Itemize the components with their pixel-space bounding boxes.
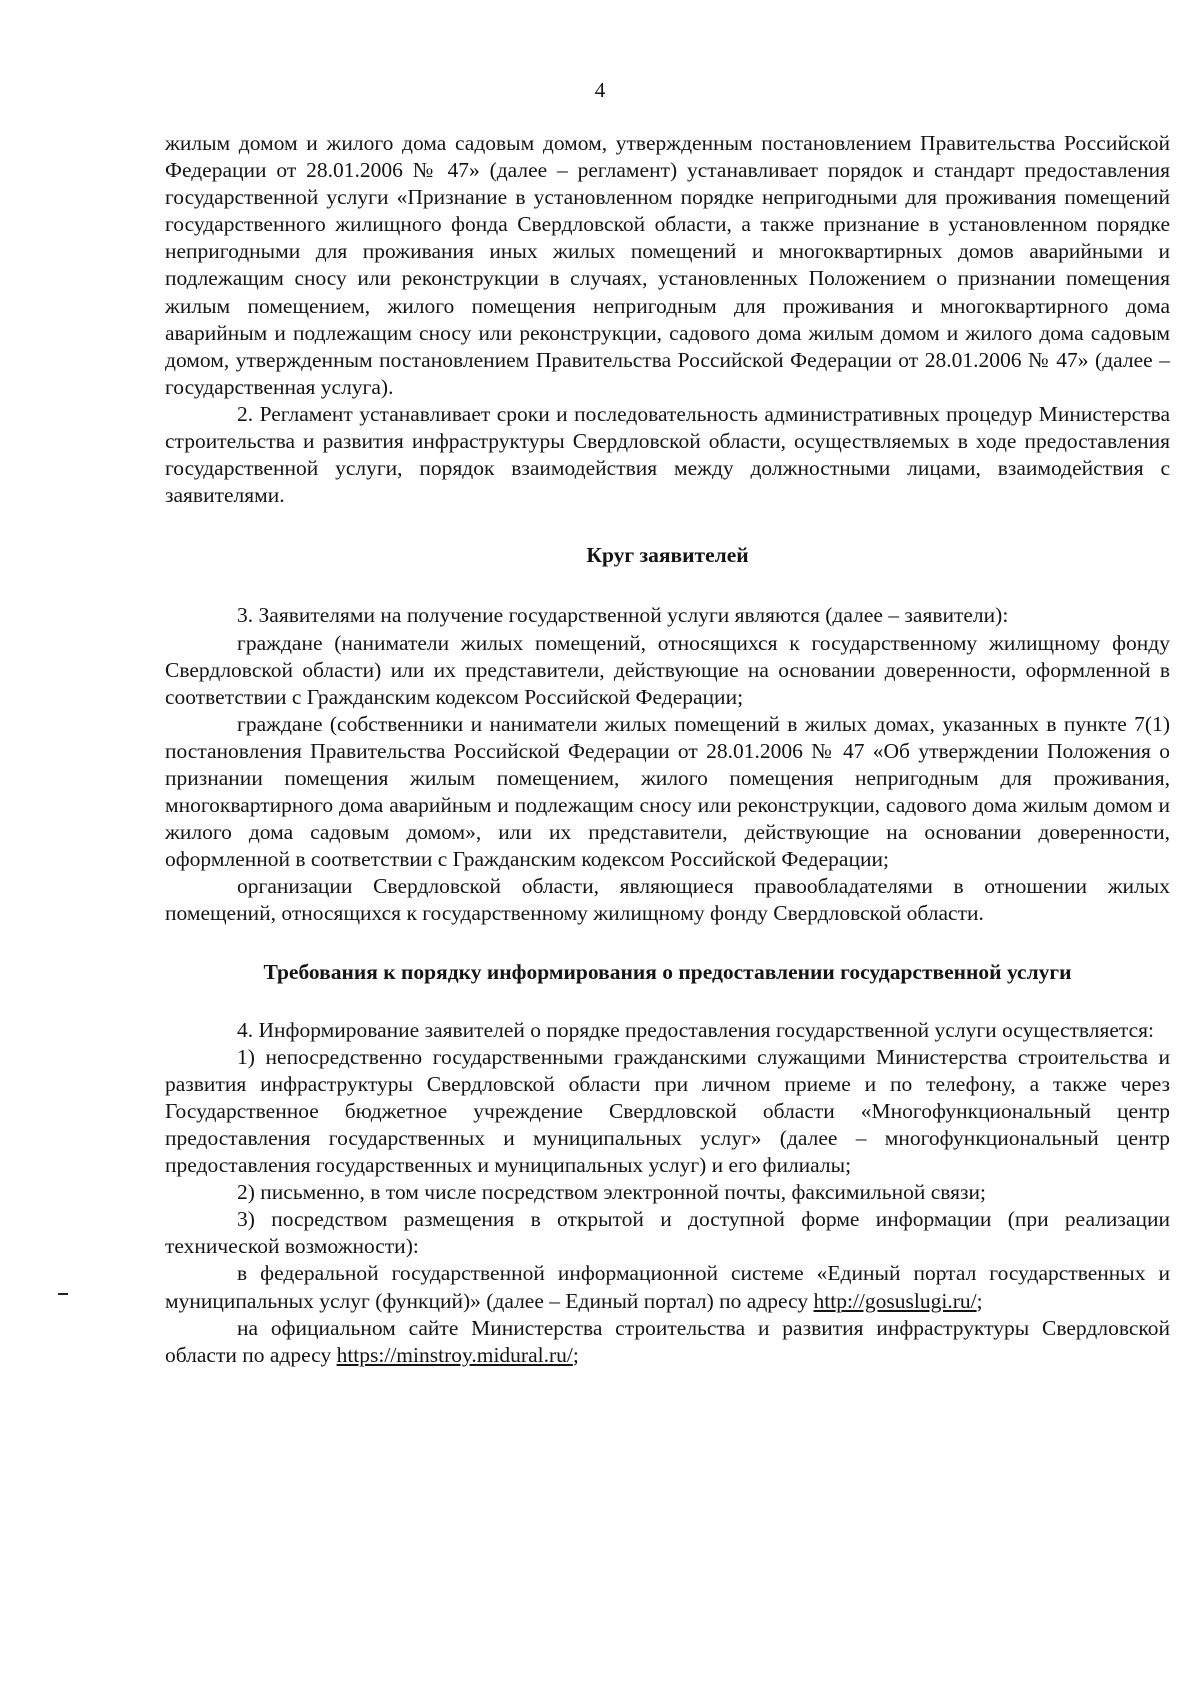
paragraph-4-2: 2) письменно, в том числе посредством электронной почты, факсимильной связи; (237, 1180, 986, 1205)
paragraph-4-3-a-text: в федеральной государственной информационной системе «Единый портал государственных и муниципальных услуг (функций)» (далее – Единый портал) по адресу (165, 1261, 1170, 1313)
paragraph-4: 4. Информирование заявителей о порядке предоставления государственной услуги осуществляется: (237, 1017, 1154, 1042)
document-body (165, 130, 1170, 1369)
paragraph-2: 2. Регламент устанавливает сроки и последовательность административных процедур Министерства строительства и развития инфраструктуры Свердловской области, осуществляемых в ходе предоставления государственной услуги, порядок взаимодействия между должностными лицами, взаимодействия с заявителями. (165, 401, 1170, 508)
paragraph-intro: жилым домом и жилого дома садовым домом, утвержденным постановлением Правительства Российской Федерации от 28.01.2006 № 47» (далее – регламент) устанавливает порядок и стандарт предоставления государственной услуги «Признание в установленном порядке непригодными для проживания помещений государственного жилищного фонда Свердловской области, а также признание в установленном порядке непригодными для проживания иных жилых помещений и многоквартирных домов аварийными и подлежащим сносу или реконструкции в случаях, установленных Положением о признании помещения жилым помещением, жилого помещения непригодным для проживания и многоквартирного дома аварийным и подлежащим сносу или реконструкции, садового дома жилым домом и жилого дома садовым домом, утвержденным постановлением Правительства Российской Федерации от 28.01.2006 № 47» (далее – государственная услуга). (165, 131, 1170, 399)
gosuslugi-link[interactable]: http://gosuslugi.ru/ (813, 1288, 977, 1313)
paragraph-4-3: 3) посредством размещения в открытой и доступной форме информации (при реализации технической возможности): (165, 1207, 1170, 1259)
paragraph-4-1: 1) непосредственно государственными гражданскими служащими Министерства строительства и развития инфраструктуры Свердловской области при личном приеме и по телефону, а также через Государственное бюджетное учреждение Свердловской области «Многофункциональный центр предоставления государственных и муниципальных услуг» (далее – многофункциональный центр предоставления государственных и муниципальных услуг) и его филиалы; (165, 1044, 1170, 1178)
heading-requirements: Требования к порядку информирования о предоставлении государственной услуги (263, 959, 1072, 984)
paragraph-4-3-b (165, 1315, 1170, 1369)
page-number: 4 (594, 78, 606, 102)
paragraph-4-3-b-end: ; (572, 1342, 579, 1367)
paragraph-4-3-a-end: ; (976, 1288, 983, 1313)
minstroy-link[interactable]: https://minstroy.midural.ru/ (336, 1342, 573, 1367)
margin-mark (58, 1293, 68, 1295)
heading-applicants: Круг заявителей (586, 543, 749, 568)
paragraph-4-3-a (165, 1260, 1170, 1314)
paragraph-3-a: граждане (наниматели жилых помещений, относящихся к государственному жилищному фонду Свердловской области) или их представители, действующие на основании доверенности, оформленной в соответствии с Гражданским кодексом Российской Федерации; (165, 630, 1170, 709)
paragraph-3-c: организации Свердловской области, являющиеся правообладателями в отношении жилых помещений, относящихся к государственному жилищному фонду Свердловской области. (165, 874, 1170, 926)
paragraph-3-b: граждане (собственники и наниматели жилых помещений в жилых домах, указанных в пункте 7(1) постановления Правительства Российской Федерации от 28.01.2006 № 47 «Об утверждении Положения о признании помещения жилым помещением, жилого помещения непригодным для проживания, многоквартирного дома аварийным и подлежащим сносу или реконструкции, садового дома жилым домом и жилого дома садовым домом», или их представители, действующие на основании доверенности, оформленной в соответствии с Гражданским кодексом Российской Федерации; (165, 711, 1170, 872)
paragraph-3: 3. Заявителями на получение государственной услуги являются (далее – заявители): (237, 603, 1009, 628)
paragraph-4-3-b-text: на официальном сайте Министерства строительства и развития инфраструктуры Свердловской области по адресу (165, 1315, 1170, 1367)
